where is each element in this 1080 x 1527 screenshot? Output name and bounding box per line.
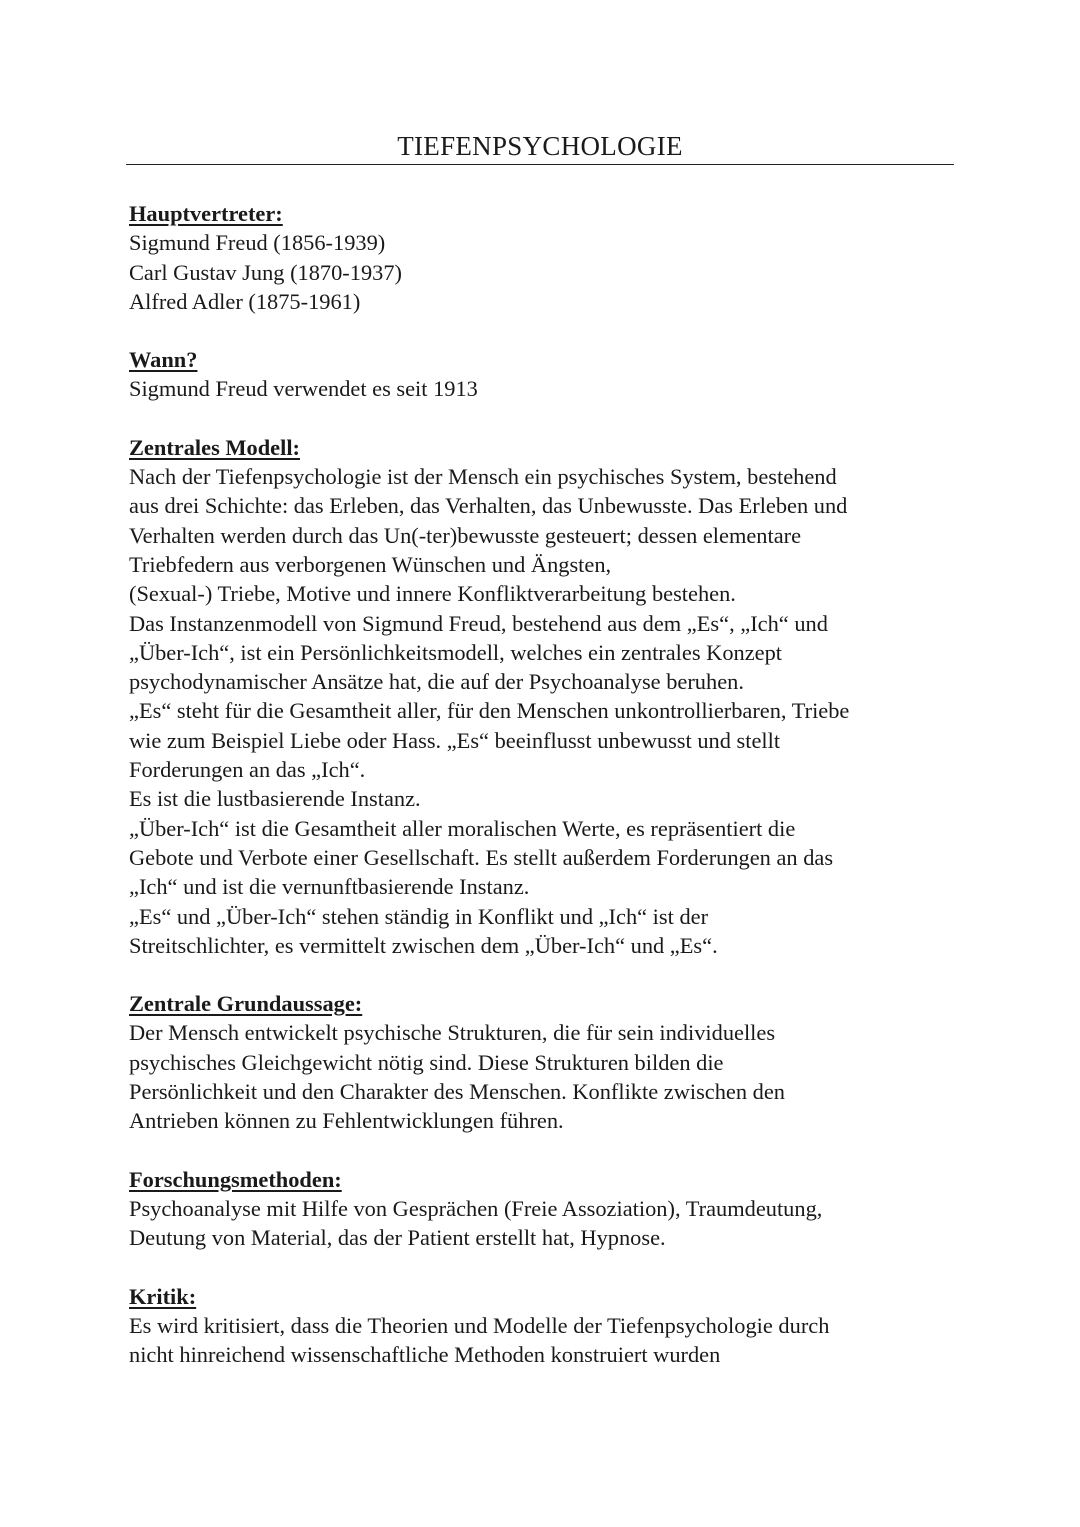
text-line: Verhalten werden durch das Un(-ter)bewusste gesteuert; dessen elementare [129, 522, 802, 548]
section-wann [129, 345, 959, 404]
text-line: „Es“ und „Über-Ich“ stehen ständig in Konflikt und „Ich“ ist der [129, 903, 709, 929]
text-line: Forderungen an das „Ich“. [129, 757, 366, 783]
text-line: Streitschlichter, es vermittelt zwischen dem „Über-Ich“ und „Es“. [129, 932, 718, 958]
text-line: wie zum Beispiel Liebe oder Hass. „Es“ beeinflusst unbewusst und stellt [129, 727, 781, 753]
text-line: Triebfedern aus verborgenen Wünschen und Ängsten, [129, 551, 612, 577]
text-line: Sigmund Freud verwendet es seit 1913 [129, 376, 478, 402]
text-line: (Sexual-) Triebe, Motive und innere Konfliktverarbeitung bestehen. [129, 581, 736, 607]
section-heading: Forschungsmethoden: [129, 1166, 342, 1192]
text-line: „Es“ steht für die Gesamtheit aller, für den Menschen unkontrollierbaren, Triebe [129, 698, 850, 724]
text-line: „Ich“ und ist die vernunftbasierende Instanz. [129, 874, 530, 900]
section-heading: Zentrales Modell: [129, 434, 301, 460]
text-line: Der Mensch entwickelt psychische Strukturen, die für sein individuelles [129, 1020, 776, 1046]
title-block [126, 128, 954, 165]
section-zentrales-modell [129, 433, 959, 960]
text-line: Persönlichkeit und den Charakter des Menschen. Konflikte zwischen den [129, 1079, 785, 1105]
text-line: Psychoanalyse mit Hilfe von Gesprächen (Freie Assoziation), Traumdeutung, [129, 1195, 823, 1221]
section-kritik [129, 1282, 959, 1370]
text-line: Es wird kritisiert, dass die Theorien und Modelle der Tiefenpsychologie durch [129, 1312, 830, 1338]
section-heading: Kritik: [129, 1283, 197, 1309]
text-line: „Über-Ich“, ist ein Persönlichkeitsmodell, welches ein zentrales Konzept [129, 639, 783, 665]
section-heading: Wann? [129, 347, 198, 373]
section-heading: Hauptvertreter: [129, 201, 283, 226]
document-body [129, 199, 959, 1369]
page-title: TIEFENPSYCHOLOGIE [397, 131, 683, 161]
text-line: Nach der Tiefenpsychologie ist der Mensch ein psychisches System, bestehend [129, 464, 837, 490]
text-line: nicht hinreichend wissenschaftliche Methoden konstruiert wurden [129, 1342, 721, 1368]
text-line: Sigmund Freud (1856-1939) [129, 230, 386, 256]
section-hauptvertreter [129, 199, 959, 316]
text-line: Gebote und Verbote einer Gesellschaft. Es stellt außerdem Forderungen an das [129, 844, 834, 870]
text-line: Das Instanzenmodell von Sigmund Freud, bestehend aus dem „Es“, „Ich“ und [129, 610, 828, 636]
text-line: aus drei Schichte: das Erleben, das Verhalten, das Unbewusste. Das Erleben und [129, 493, 848, 519]
text-line: „Über-Ich“ ist die Gesamtheit aller moralischen Werte, es repräsentiert die [129, 815, 796, 841]
text-line: Antrieben können zu Fehlentwicklungen führen. [129, 1108, 564, 1134]
text-line: psychodynamischer Ansätze hat, die auf der Psychoanalyse beruhen. [129, 669, 744, 695]
text-line: psychisches Gleichgewicht nötig sind. Diese Strukturen bilden die [129, 1049, 724, 1075]
section-heading: Zentrale Grundaussage: [129, 991, 363, 1017]
text-line: Deutung von Material, das der Patient erstellt hat, Hypnose. [129, 1225, 666, 1251]
section-zentrale-grundaussage [129, 989, 959, 1135]
section-forschungsmethoden [129, 1165, 959, 1253]
text-line: Es ist die lustbasierende Instanz. [129, 786, 421, 812]
text-line: Carl Gustav Jung (1870-1937) [129, 259, 403, 285]
text-line: Alfred Adler (1875-1961) [129, 288, 361, 314]
